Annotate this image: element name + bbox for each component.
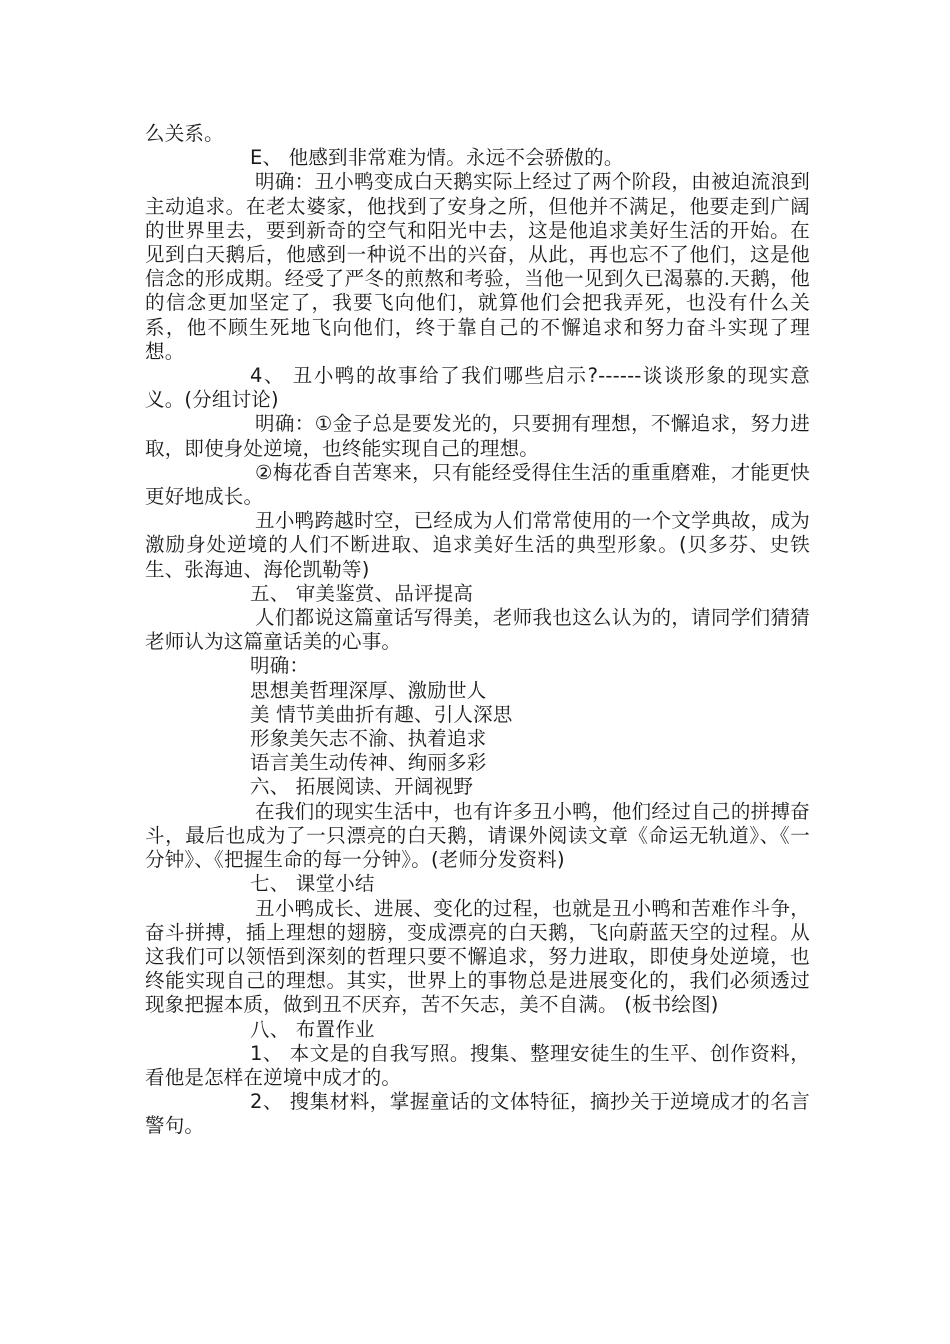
homework-item-2: 2、 搜集材料，掌握童话的文体特征，摘抄关于逆境成才的名言警句。 [145,1090,810,1138]
summary-paragraph: 丑小鸭成长、进展、变化的过程，也就是丑小鸭和苦难作斗争，奋斗拼搏，插上理想的翅膀，变成漂亮的白天鹅，飞向蔚蓝天空的过程。从这我们可以领悟到深刻的哲理只要不懈追求，努力进取，即使身处逆境，也终能实现自己的理想。其实，世界上的事物总是进展变化的，我们必须透过现象把握本质，做到丑不厌弃，苦不矢志，美不自满。 (板书绘图) [145,896,810,1017]
section-heading-5: 五、 审美鉴赏、品评提高 [250,581,474,605]
option-e: E、 他感到非常难为情。永远不会骄傲的。 [250,146,624,170]
clarification-1: 明确：①金子总是要发光的，只要拥有理想，不懈追求，努力进取，即使身处逆境，也终能实现自己的理想。 [145,412,810,460]
document-body [145,122,810,1139]
clarification-2: ②梅花香自苦寒来，只有能经受得住生活的重重磨难，才能更快更好地成长。 [145,460,810,509]
question-4: 4、 丑小鸭的故事给了我们哪些启示?------谈谈形象的现实意义。(分组讨论) [145,364,810,412]
aesthetic-paragraph: 人们都说这篇童话写得美，老师我也这么认为的，请同学们猜猜老师认为这篇童话美的心事。 [145,606,810,654]
beauty-item-thought: 思想美哲理深厚、激励世人 [250,678,487,702]
section-heading-7: 七、 课堂小结 [250,872,375,896]
beauty-item-plot: 美 情节美曲折有趣、引人深思 [250,702,513,726]
paragraph-continuation: 么关系。 [145,122,224,145]
clarification-label: 明确： [250,654,310,678]
literary-allusion-paragraph: 丑小鸭跨越时空，已经成为人们常常使用的一个文学典故，成为激励身处逆境的人们不断进取、追求美好生活的典型形象。(贝多芬、史铁生、张海迪、海伦凯勒等) [145,509,810,581]
beauty-item-language: 语言美生动传神、绚丽多彩 [250,751,487,775]
section-heading-8: 八、 布置作业 [250,1017,375,1041]
section-heading-6: 六、 拓展阅读、开阔视野 [250,775,474,799]
beauty-item-image: 形象美矢志不渝、执着追求 [250,727,487,751]
homework-item-1: 1、 本文是的自我写照。搜集、整理安徒生的生平、创作资料，看他是怎样在逆境中成才的。 [145,1041,810,1089]
extended-reading-paragraph: 在我们的现实生活中，也有许多丑小鸭，他们经过自己的拼搏奋斗，最后也成为了一只漂亮的白天鹅，请课外阅读文章《命运无轨道》、《一分钟》、《把握生命的每一分钟》。(老师分发资料) [145,799,810,872]
clarification-stages: 明确：丑小鸭变成白天鹅实际上经过了两个阶段，由被迫流浪到主动追求。在老太婆家，他找到了安身之所，但他并不满足，他要走到广阔的世界里去，要到新奇的空气和阳光中去，这是他追求美好生活的开始。在见到白天鹅后，他感到一种说不出的兴奋，从此，再也忘不了他们，这是他信念的形成期。经受了严冬的煎熬和考验，当他一见到久已渴慕的.天鹅，他的信念更加坚定了，我要飞向他们，就算他们会把我弄死，也没有什么关系，他不顾生死地飞向他们，终于靠自己的不懈追求和努力奋斗实现了理想。 [145,170,810,363]
